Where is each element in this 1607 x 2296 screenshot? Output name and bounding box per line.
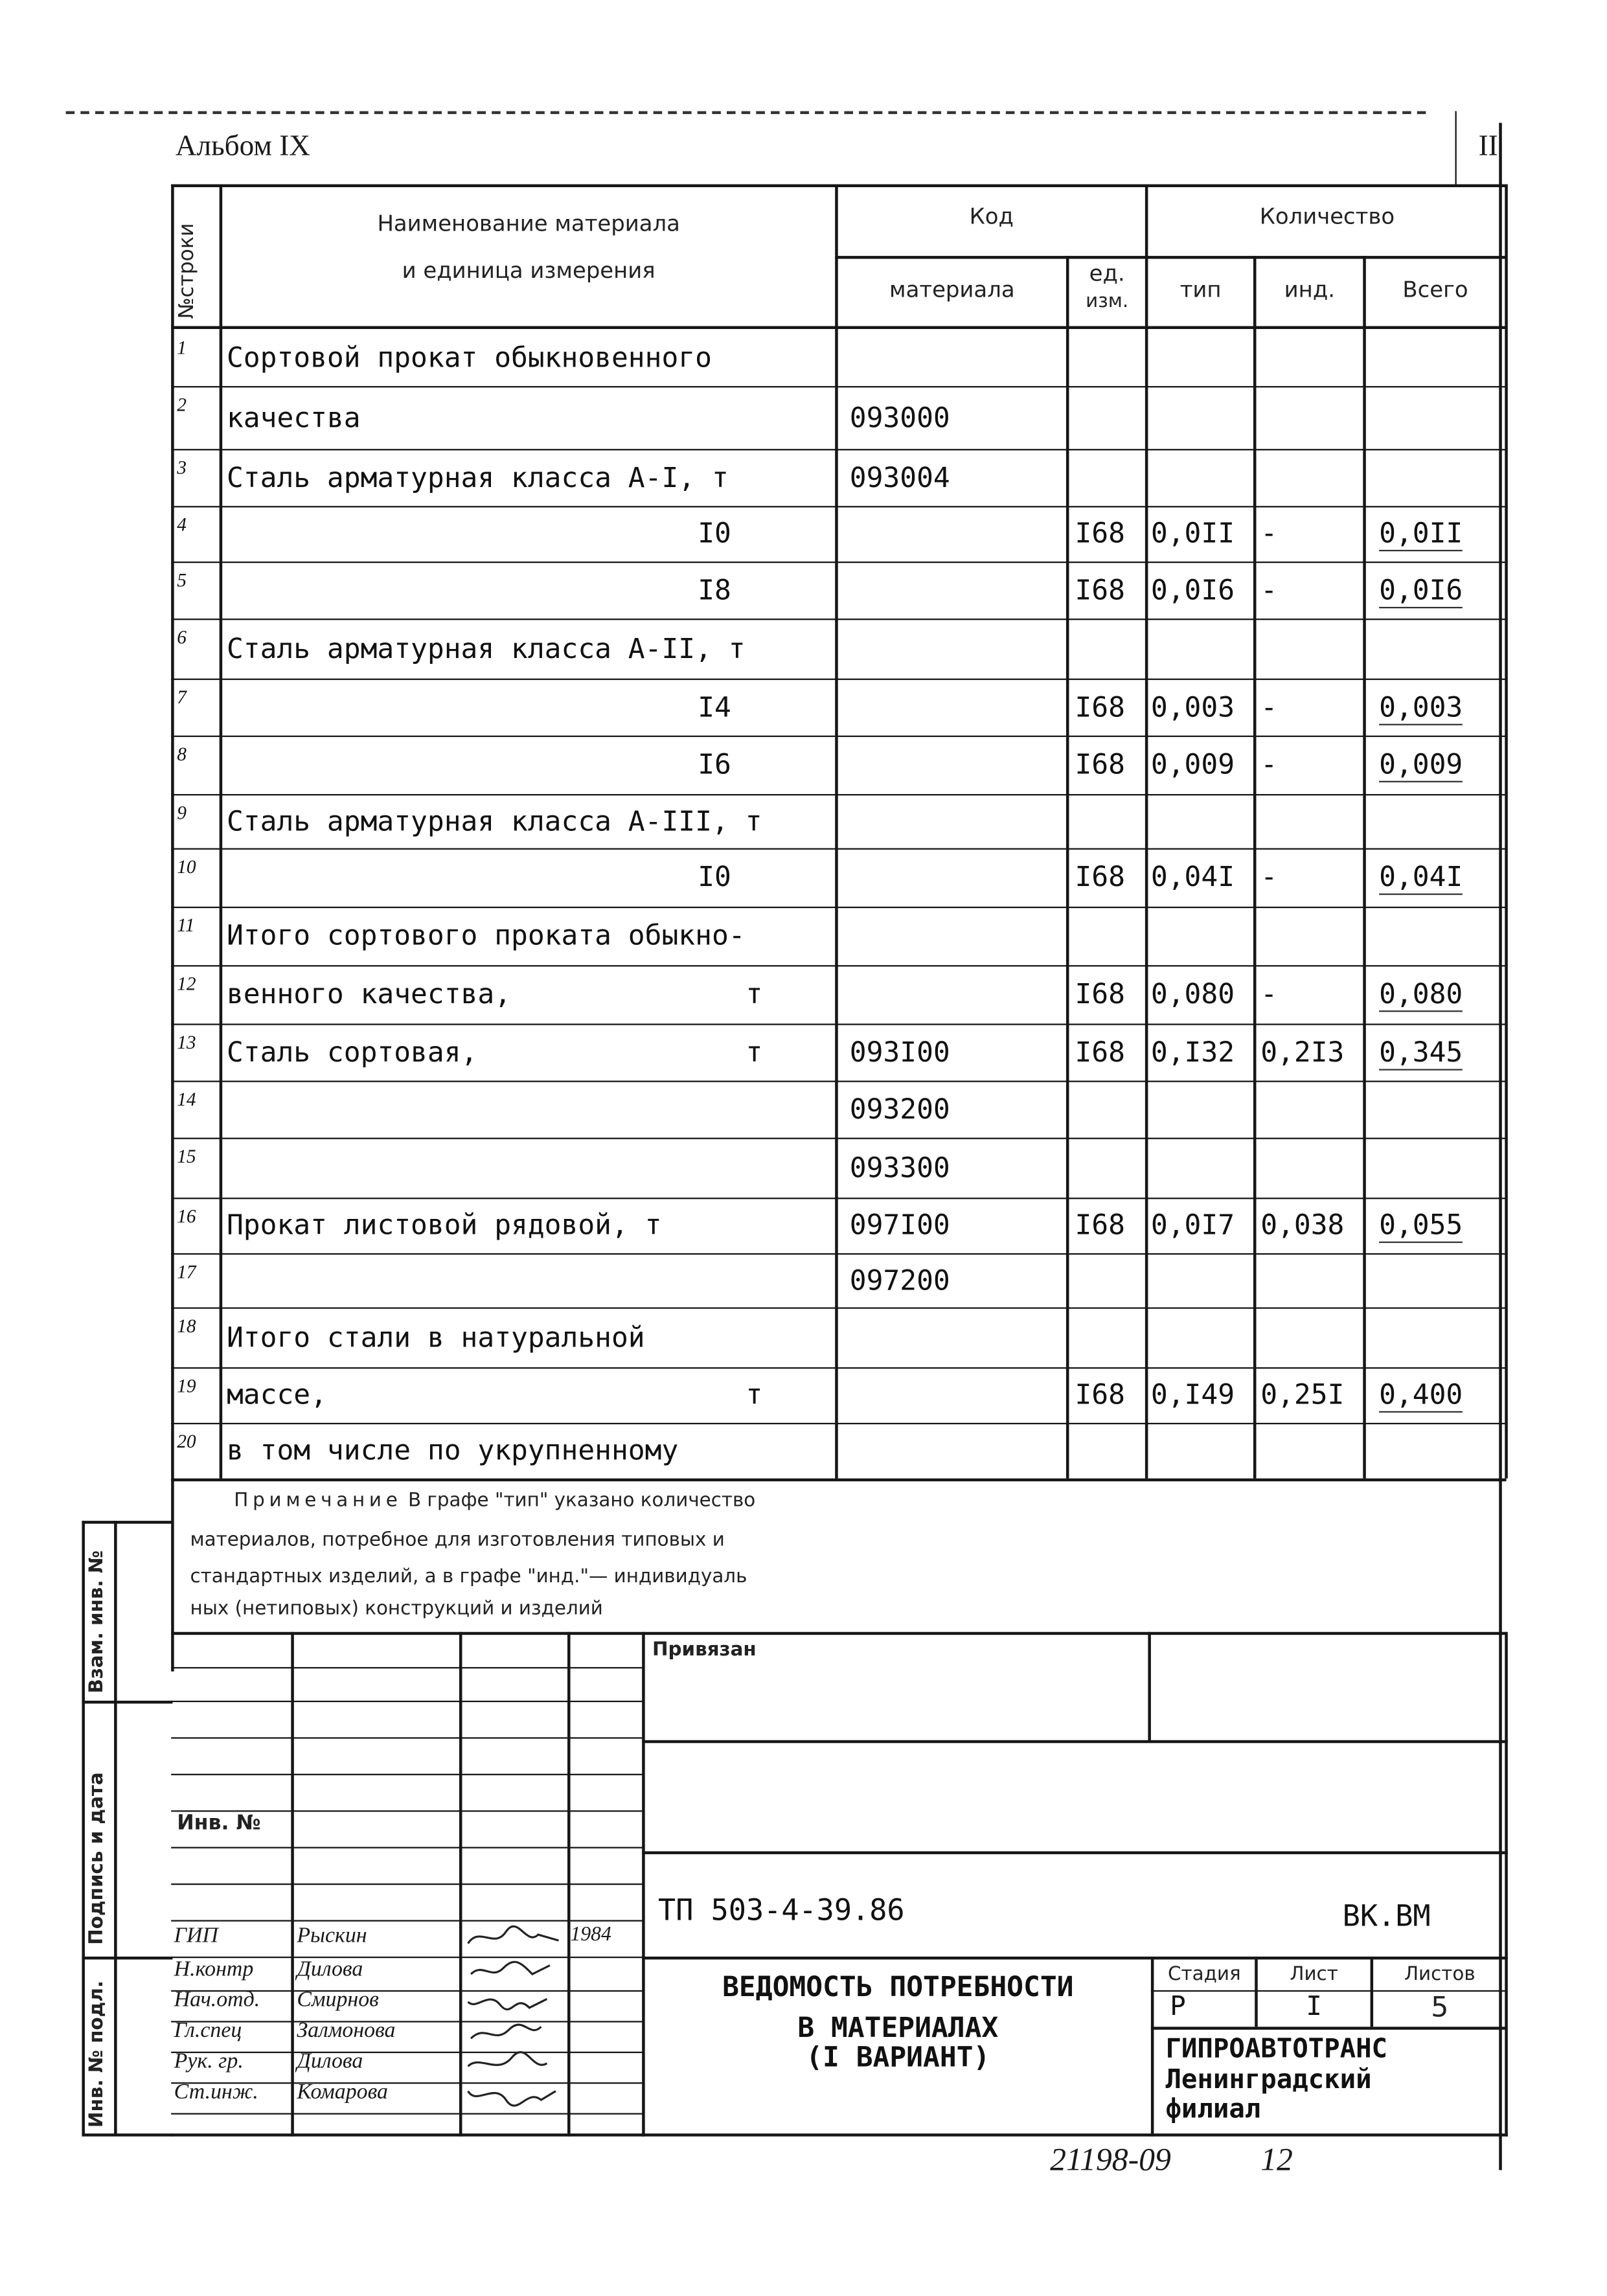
material-size: I0 — [698, 861, 731, 894]
material-name: Прокат листовой рядовой, т — [226, 1209, 662, 1242]
unit-suffix: т — [746, 978, 763, 1011]
material-name: массе, — [226, 1379, 327, 1411]
row-number: 20 — [177, 1430, 196, 1452]
stamp-grid-line — [171, 1774, 643, 1775]
sheet-label: Лист — [1290, 1964, 1338, 1986]
unit-code: I68 — [1075, 1209, 1125, 1242]
row-divider — [171, 619, 1506, 620]
document-mark: ВК.ВМ — [1342, 1898, 1431, 1933]
signer-name: Рыскин — [297, 1924, 367, 1948]
typical-quantity: 0,0I6 — [1150, 574, 1235, 607]
row-number: 18 — [177, 1314, 196, 1337]
material-code: 093300 — [849, 1152, 950, 1185]
row-divider — [171, 1367, 1506, 1369]
unit-code: I68 — [1075, 978, 1125, 1011]
individual-header: инд. — [1284, 276, 1336, 303]
material-name: Сталь арматурная класса А-III, т — [226, 806, 762, 838]
typical-quantity: 0,04I — [1150, 861, 1235, 894]
signer-role: ГИП — [174, 1924, 218, 1948]
signer-role: Нач.отд. — [174, 1988, 260, 2012]
signer-name: Смирнов — [297, 1988, 379, 2012]
row-number: 10 — [177, 855, 196, 878]
row-divider — [171, 562, 1506, 563]
material-size: I0 — [698, 517, 731, 550]
typical-quantity: 0,080 — [1150, 978, 1235, 1011]
signature-mark — [462, 1923, 564, 1952]
note-line-2: материалов, потребное для изготовления типовых и — [190, 1529, 725, 1552]
row-number: 1 — [177, 336, 187, 359]
individual-quantity: 0,038 — [1260, 1209, 1345, 1242]
row-divider — [171, 449, 1506, 450]
stage-value: Р — [1170, 1992, 1186, 2023]
name-header-line1: Наименование материала — [377, 210, 680, 237]
unit-code: I68 — [1075, 1036, 1125, 1069]
individual-quantity: - — [1260, 748, 1278, 781]
organization-line3: филиал — [1165, 2094, 1261, 2125]
material-size: I4 — [698, 691, 731, 724]
total-quantity: 0,003 — [1379, 694, 1463, 725]
row-number: 6 — [177, 626, 187, 648]
material-code: 097I00 — [849, 1209, 950, 1242]
note-text-1: В графе "тип" указано количество — [407, 1490, 756, 1512]
side-label-replaced-inv: Взам. инв. № — [86, 1550, 109, 1694]
material-name: Сталь арматурная класса А-II, т — [226, 633, 746, 666]
material-code: 093I00 — [849, 1036, 950, 1069]
note-lead: Примечание — [234, 1490, 402, 1512]
type-header: тип — [1180, 276, 1222, 303]
row-divider — [171, 736, 1506, 737]
signer-name: Дилова — [297, 1958, 363, 1982]
row-number: 4 — [177, 513, 187, 536]
stamp-grid-line — [171, 1883, 643, 1885]
album-label: Альбом IX — [175, 130, 310, 163]
row-divider — [171, 386, 1506, 387]
material-code-header: материала — [889, 276, 1015, 303]
material-size: I6 — [698, 748, 731, 781]
unit-header-line2: изм. — [1086, 291, 1129, 313]
unit-code: I68 — [1075, 574, 1125, 607]
total-quantity: 0,080 — [1379, 981, 1463, 1012]
signer-name: Залмонова — [297, 2019, 396, 2043]
stamp-grid-line — [171, 2113, 643, 2115]
material-code: 093004 — [849, 462, 950, 495]
organization-line2: Ленинградский — [1165, 2065, 1372, 2096]
total-quantity: 0,055 — [1379, 1212, 1463, 1243]
individual-quantity: 0,2I3 — [1260, 1036, 1345, 1069]
individual-quantity: - — [1260, 691, 1278, 724]
signer-role: Ст.инж. — [174, 2080, 258, 2104]
material-code: 097200 — [849, 1264, 950, 1297]
row-number: 11 — [177, 914, 195, 936]
individual-quantity: - — [1260, 978, 1278, 1011]
row-number: 12 — [177, 972, 196, 995]
material-name: венного качества, — [226, 978, 512, 1011]
material-name: Итого сортового проката обыкно- — [226, 920, 746, 952]
quantity-header: Количество — [1259, 203, 1395, 230]
typical-quantity: 0,I32 — [1150, 1036, 1235, 1069]
row-number: 15 — [177, 1144, 196, 1167]
material-name: Сталь сортовая, — [226, 1036, 478, 1069]
footer-page-number: 12 — [1260, 2141, 1293, 2177]
row-number: 13 — [177, 1030, 196, 1053]
signer-name: Комарова — [297, 2080, 389, 2104]
top-border-line — [66, 111, 1426, 115]
unit-code: I68 — [1075, 748, 1125, 781]
signature-mark — [462, 2080, 564, 2109]
sheets-label: Листов — [1404, 1964, 1476, 1986]
signer-role: Н.контр — [174, 1958, 254, 1982]
typical-quantity: 0,009 — [1150, 748, 1235, 781]
row-divider — [171, 965, 1506, 966]
row-number-header: №строки — [175, 223, 199, 319]
unit-code: I68 — [1075, 1379, 1125, 1411]
total-quantity: 0,345 — [1379, 1040, 1463, 1070]
row-number: 14 — [177, 1087, 196, 1110]
material-name: Итого стали в натуральной — [226, 1322, 645, 1354]
document-title-line3: (I ВАРИАНТ) — [806, 2041, 990, 2074]
document-title-line2: В МАТЕРИАЛАХ — [797, 2012, 999, 2045]
row-divider — [171, 794, 1506, 795]
typical-quantity: 0,003 — [1150, 691, 1235, 724]
row-number: 5 — [177, 569, 187, 591]
stamp-grid-line — [171, 1847, 643, 1848]
individual-quantity: - — [1260, 517, 1278, 550]
row-number: 9 — [177, 801, 187, 824]
row-divider — [171, 1138, 1506, 1139]
row-divider — [171, 907, 1506, 908]
document-code: ТП 503-4-39.86 — [658, 1892, 905, 1927]
unit-suffix: т — [746, 1379, 763, 1411]
row-number: 16 — [177, 1205, 196, 1227]
side-label-original-inv: Инв. № подл. — [86, 1980, 109, 2128]
total-quantity: 0,04I — [1379, 864, 1463, 894]
row-number: 19 — [177, 1374, 196, 1397]
signer-role: Гл.спец — [174, 2019, 242, 2043]
individual-quantity: - — [1260, 574, 1278, 607]
note-line-1 — [234, 1492, 755, 1510]
code-header: Код — [969, 203, 1014, 230]
row-divider — [171, 1023, 1506, 1025]
sheets-value: 5 — [1431, 1992, 1449, 2024]
signer-date: 1984 — [570, 1924, 611, 1947]
name-header-line2: и единица измерения — [402, 257, 655, 284]
row-divider — [171, 1253, 1506, 1255]
stage-label: Стадия — [1167, 1964, 1241, 1986]
sheet-value: I — [1306, 1992, 1322, 2023]
note-line-3: стандартных изделий, а в графе "инд."— индивидуаль — [190, 1566, 747, 1588]
row-divider — [171, 506, 1506, 507]
total-header: Всего — [1402, 276, 1468, 303]
signer-name: Дилова — [297, 2050, 363, 2074]
side-label-signature-date: Подпись и дата — [86, 1772, 109, 1945]
row-divider — [171, 679, 1506, 680]
row-number: 7 — [177, 685, 187, 708]
material-name: качества — [226, 402, 361, 435]
stamp-grid-line — [171, 2021, 643, 2022]
signature-mark — [462, 2049, 564, 2078]
row-number: 3 — [177, 456, 187, 479]
row-divider — [171, 1081, 1506, 1082]
note-line-4: ных (нетиповых) конструкций и изделий — [190, 1598, 603, 1620]
material-size: I8 — [698, 574, 731, 607]
material-name: Сортовой прокат обыкновенного — [226, 342, 712, 374]
signature-mark — [462, 2018, 564, 2047]
unit-header-line1: ед. — [1089, 260, 1125, 287]
total-quantity: 0,009 — [1379, 752, 1463, 782]
row-number: 8 — [177, 742, 187, 765]
row-number: 17 — [177, 1260, 196, 1283]
row-divider — [171, 1198, 1506, 1199]
organization-line1: ГИПРОАВТОТРАНС — [1165, 2034, 1388, 2065]
signature-mark — [462, 1987, 564, 2016]
typical-quantity: 0,0I7 — [1150, 1209, 1235, 1242]
individual-quantity: 0,25I — [1260, 1379, 1345, 1411]
row-number: 2 — [177, 393, 187, 416]
row-divider — [171, 1307, 1506, 1308]
material-code: 093200 — [849, 1093, 950, 1126]
unit-suffix: т — [746, 1036, 763, 1069]
typical-quantity: 0,I49 — [1150, 1379, 1235, 1411]
page-number: II — [1478, 130, 1498, 163]
document-title-line1: ВЕДОМОСТЬ ПОТРЕБНОСТИ — [722, 1971, 1074, 2004]
stamp-grid-line — [171, 1737, 643, 1738]
footer-archive-number: 21198-09 — [1050, 2141, 1171, 2177]
individual-quantity: - — [1260, 861, 1278, 894]
unit-code: I68 — [1075, 861, 1125, 894]
unit-code: I68 — [1075, 691, 1125, 724]
stamp-grid-line — [171, 1920, 643, 1921]
total-quantity: 0,0II — [1379, 521, 1463, 551]
total-quantity: 0,0I6 — [1379, 578, 1463, 608]
total-quantity: 0,400 — [1379, 1382, 1463, 1413]
row-divider — [171, 848, 1506, 850]
stamp-grid-line — [171, 1701, 643, 1702]
row-divider — [171, 1423, 1506, 1424]
inventory-number-label: Инв. № — [177, 1812, 261, 1836]
material-name: в том числе по укрупненному — [226, 1434, 679, 1467]
binding-label: Привязан — [652, 1639, 757, 1661]
signer-role: Рук. гр. — [174, 2050, 244, 2074]
unit-code: I68 — [1075, 517, 1125, 550]
material-name: Сталь арматурная класса А-I, т — [226, 462, 729, 495]
material-code: 093000 — [849, 402, 950, 435]
typical-quantity: 0,0II — [1150, 517, 1235, 550]
signature-mark — [462, 1957, 564, 1986]
stamp-grid-line — [171, 1667, 643, 1668]
